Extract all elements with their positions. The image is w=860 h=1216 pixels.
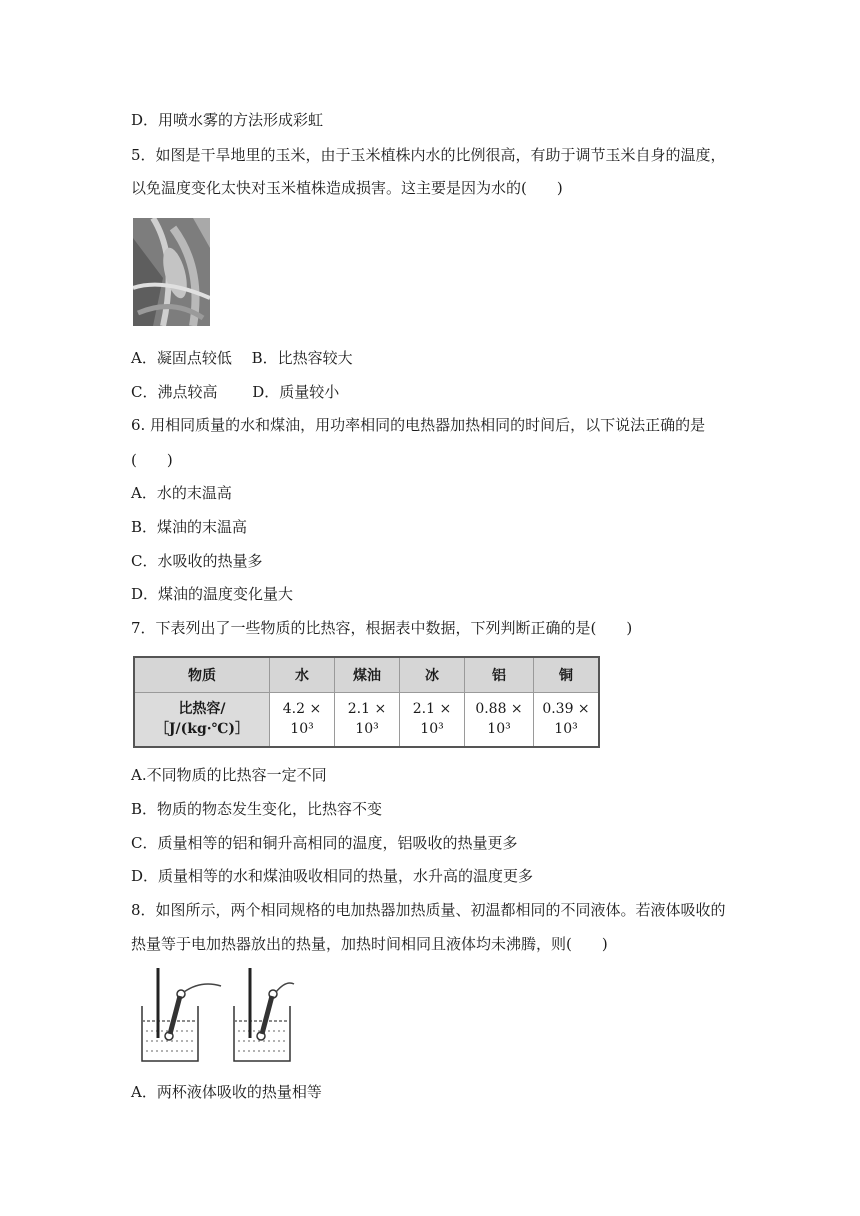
q7-option-d: D．质量相等的水和煤油吸收相同的热量，水升高的温度更多 <box>131 867 534 885</box>
table-header-label: 物质 <box>134 657 270 693</box>
q6-option-b: B．煤油的末温高 <box>131 518 248 536</box>
value-exponent: 10³ <box>554 721 578 738</box>
q5-options-ab: A．凝固点较低 B．比热容较大 <box>131 349 353 367</box>
value-exponent: 10³ <box>420 721 444 738</box>
value-exponent: 10³ <box>355 721 379 738</box>
row-label-line-1: 比热容/ <box>178 701 226 718</box>
value-exponent: 10³ <box>290 721 314 738</box>
substance-ice: 冰 <box>400 657 465 693</box>
beaker-left <box>142 968 221 1061</box>
value-exponent: 10³ <box>487 721 511 738</box>
q8-option-a: A．两杯液体吸收的热量相等 <box>131 1083 322 1101</box>
q7-stem: 7．下表列出了一些物质的比热容，根据表中数据，下列判断正确的是( ) <box>131 619 633 637</box>
row-label-line-2: ［J/(kg·℃)］ <box>154 721 250 738</box>
q7-option-a: A.不同物质的比热容一定不同 <box>131 766 327 784</box>
value-mantissa: 4.2 × <box>282 701 322 718</box>
q7-option-b: B．物质的物态发生变化，比热容不变 <box>131 800 383 818</box>
q6-stem-line-2: ( ) <box>131 451 173 469</box>
value-water <box>270 693 335 747</box>
table-header-row <box>134 657 599 693</box>
q6-stem-line-1: 6. 用相同质量的水和煤油，用功率相同的电热器加热相同的时间后，以下说法正确的是 <box>131 416 706 434</box>
q5-stem-line-2: 以免温度变化太快对玉米植株造成损害。这主要是因为水的( ) <box>131 179 563 197</box>
q8-stem-line-2: 热量等于电加热器放出的热量，加热时间相同且液体均未沸腾，则( ) <box>131 935 608 953</box>
substance-copper: 铜 <box>534 657 600 693</box>
value-ice <box>400 693 465 747</box>
value-mantissa: 2.1 × <box>412 701 452 718</box>
value-mantissa: 0.88 × <box>475 701 523 718</box>
row-label-specific-heat <box>134 693 270 747</box>
value-kerosene <box>335 693 400 747</box>
value-copper <box>534 693 600 747</box>
substance-water: 水 <box>270 657 335 693</box>
q6-option-c: C．水吸收的热量多 <box>131 552 263 570</box>
specific-heat-table <box>133 656 600 748</box>
q6-option-d: D．煤油的温度变化量大 <box>131 585 294 603</box>
table-value-row <box>134 693 599 747</box>
substance-aluminum: 铝 <box>465 657 534 693</box>
q4-option-d: D．用喷水雾的方法形成彩虹 <box>131 111 324 129</box>
corn-plant-photo <box>133 218 210 326</box>
value-aluminum <box>465 693 534 747</box>
q5-options-cd: C．沸点较高 D．质量较小 <box>131 383 340 401</box>
q8-stem-line-1: 8．如图所示，两个相同规格的电加热器加热质量、初温都相同的不同液体。若液体吸收的 <box>131 901 726 919</box>
heater-beakers-figure <box>136 966 296 1066</box>
q5-stem-line-1: 5．如图是干旱地里的玉米，由于玉米植株内水的比例很高，有助于调节玉米自身的温度， <box>131 146 726 164</box>
beaker-right <box>234 968 294 1061</box>
substance-kerosene: 煤油 <box>335 657 400 693</box>
q6-option-a: A．水的末温高 <box>131 484 232 502</box>
q7-option-c: C．质量相等的铝和铜升高相同的温度，铝吸收的热量更多 <box>131 834 518 852</box>
value-mantissa: 0.39 × <box>542 701 590 718</box>
value-mantissa: 2.1 × <box>347 701 387 718</box>
